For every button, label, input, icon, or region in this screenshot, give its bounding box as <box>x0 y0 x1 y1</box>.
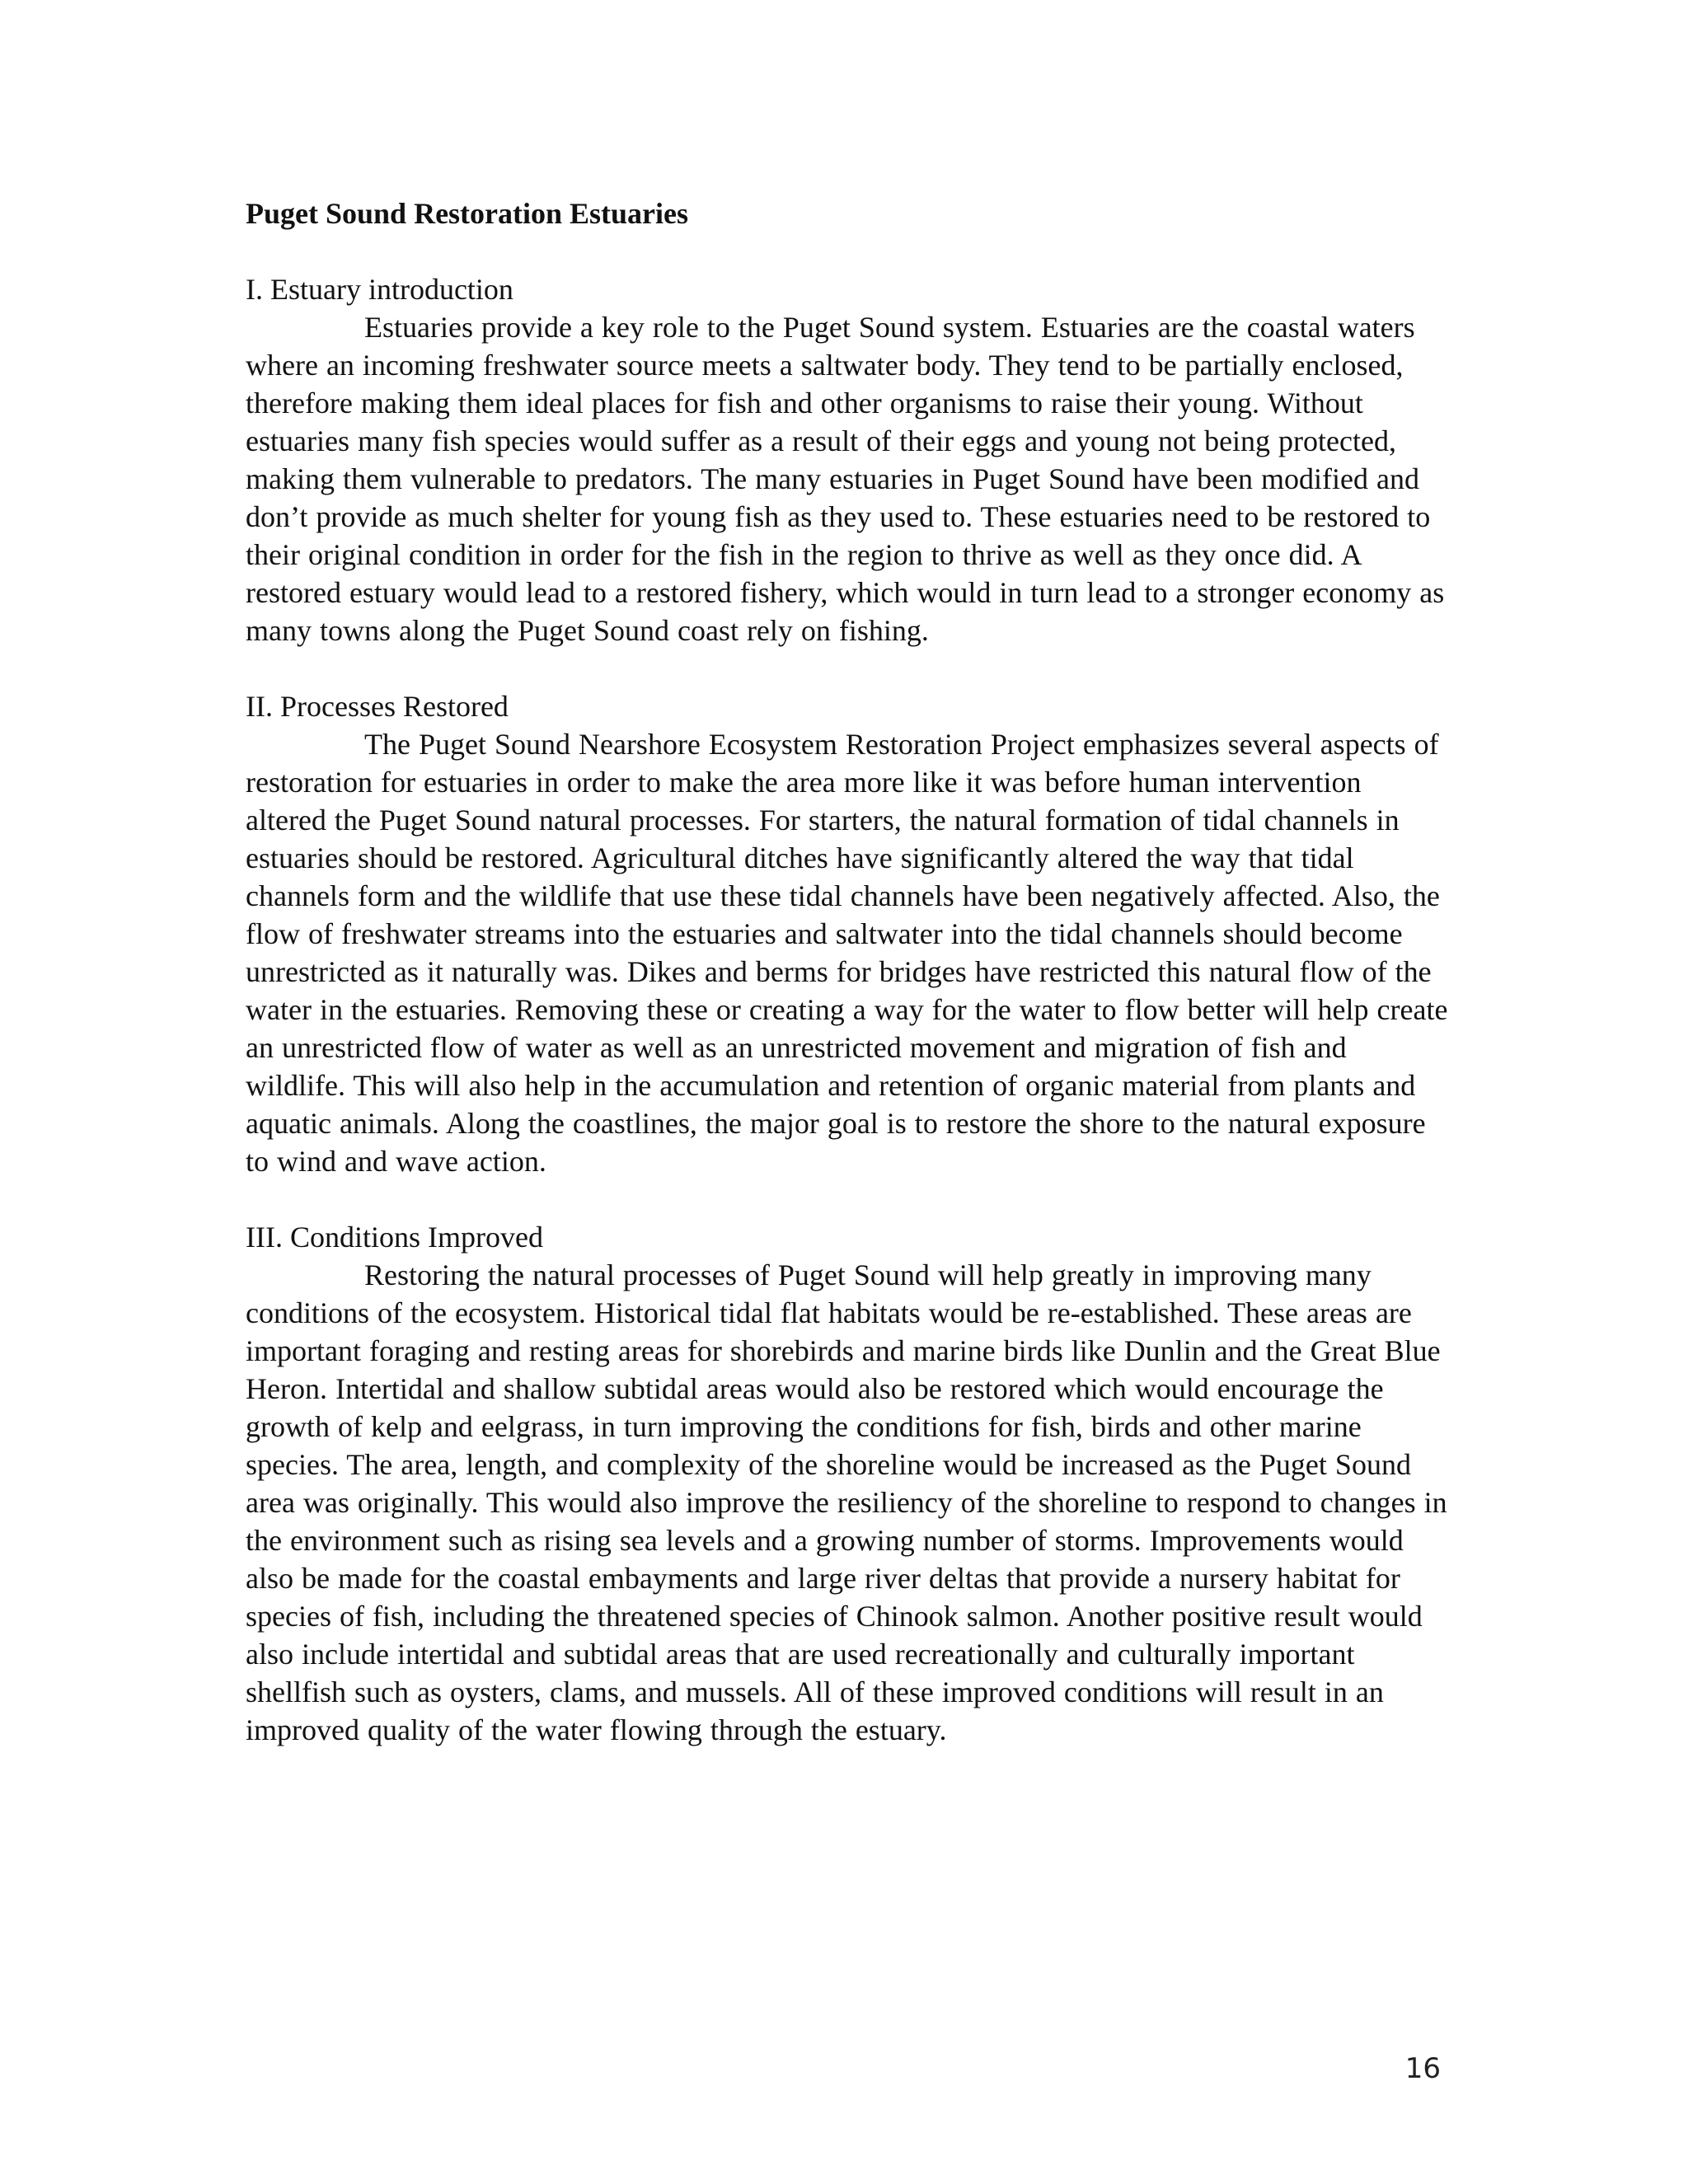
section-conditions-improved <box>246 1218 1449 1749</box>
page-number: 16 <box>1404 2052 1441 2085</box>
section-heading: III. Conditions Improved <box>246 1221 543 1254</box>
section-estuary-introduction <box>246 270 1449 649</box>
section-paragraph: Restoring the natural processes of Puget Sound will help greatly in improving many conditions of the ecosystem. Historical tidal flat habitats would be re-established. These areas are important foraging and resting areas for shorebirds and marine birds like Dunlin and the Great Blue Heron. Intertidal and shallow subtidal areas would also be restored which would encourage the growth of kelp and eelgrass, in turn improving the conditions for fish, birds and other marine species. The area, length, and complexity of the shoreline would be increased as the Puget Sound area was originally. This would also improve the resiliency of the shoreline to respond to changes in the environment such as rising sea levels and a growing number of storms. Improvements would also be made for the coastal embayments and large river deltas that provide a nursery habitat for species of fish, including the threatened species of Chinook salmon. Another positive result would also include intertidal and subtidal areas that are used recreationally and culturally important shellfish such as oysters, clams, and mussels. All of these improved conditions will result in an improved quality of the water flowing through the estuary. <box>246 1258 1447 1746</box>
page-content <box>246 194 1449 1787</box>
section-processes-restored <box>246 687 1449 1180</box>
section-paragraph: Estuaries provide a key role to the Puget Sound system. Estuaries are the coastal waters where an incoming freshwater source meets a saltwater body. They tend to be partially enclosed, therefore making them ideal places for fish and other organisms to raise their young. Without estuaries many fish species would suffer as a result of their eggs and young not being protected, making them vulnerable to predators. The many estuaries in Puget Sound have been modified and don’t provide as much shelter for young fish as they used to. These estuaries need to be restored to their original condition in order for the fish in the region to thrive as well as they once did. A restored estuary would lead to a restored fishery, which would in turn lead to a stronger economy as many towns along the Puget Sound coast rely on fishing. <box>246 311 1445 647</box>
section-heading: II. Processes Restored <box>246 690 509 723</box>
document-title: Puget Sound Restoration Estuaries <box>246 197 689 230</box>
section-paragraph: The Puget Sound Nearshore Ecosystem Restoration Project emphasizes several aspects of restoration for estuaries in order to make the area more like it was before human intervention altered the Puget Sound natural processes. For starters, the natural formation of tidal channels in estuaries should be restored. Agricultural ditches have significantly altered the way that tidal channels form and the wildlife that use these tidal channels have been negatively affected. Also, the flow of freshwater streams into the estuaries and saltwater into the tidal channels should become unrestricted as it naturally was. Dikes and berms for bridges have restricted this natural flow of the water in the estuaries. Removing these or creating a way for the water to flow better will help create an unrestricted flow of water as well as an unrestricted movement and migration of fish and wildlife. This will also help in the accumulation and retention of organic material from plants and aquatic animals. Along the coastlines, the major goal is to restore the shore to the natural exposure to wind and wave action. <box>246 728 1448 1178</box>
section-heading: I. Estuary introduction <box>246 273 513 306</box>
